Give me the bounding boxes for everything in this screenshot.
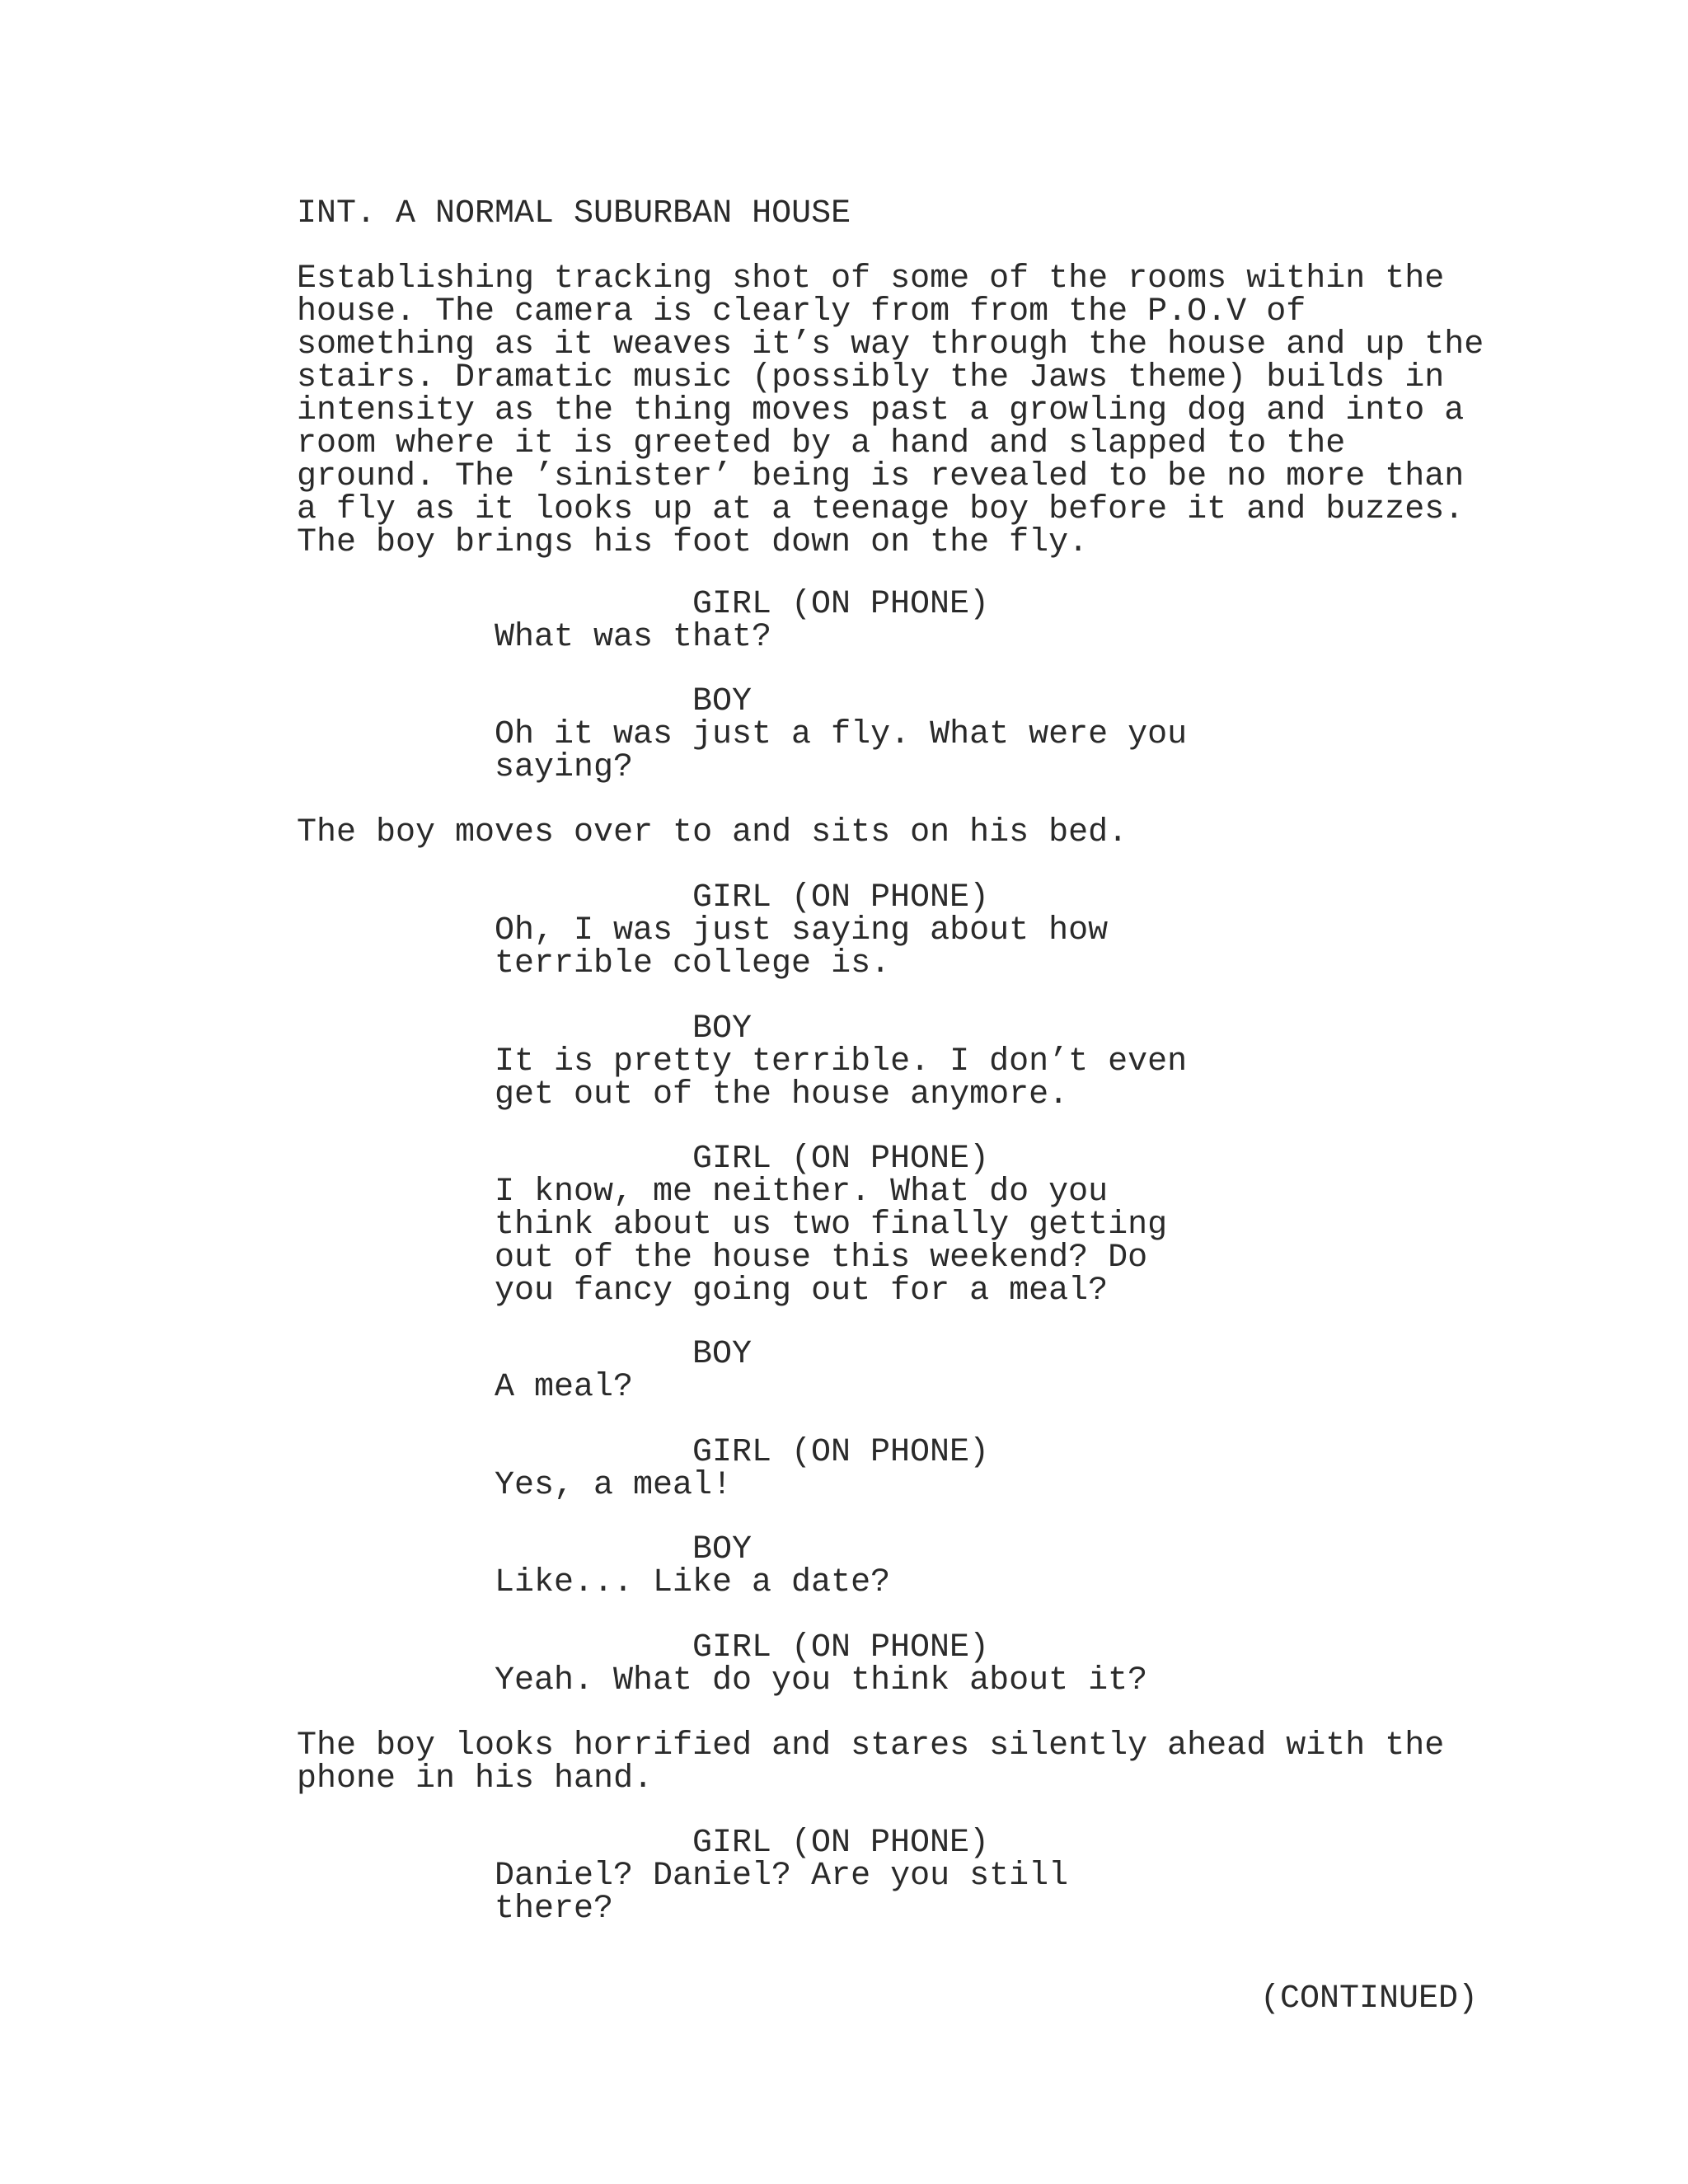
scene-heading: INT. A NORMAL SUBURBAN HOUSE bbox=[297, 195, 851, 232]
character-name: GIRL (ON PHONE) bbox=[692, 586, 990, 623]
continued-marker: (CONTINUED) bbox=[1259, 1980, 1478, 2018]
dialogue-line: What was that? bbox=[495, 619, 772, 656]
dialogue-line: It is pretty terrible. I don’t even get out of the house anymore. bbox=[495, 1043, 1188, 1113]
character-name: GIRL (ON PHONE) bbox=[692, 1141, 990, 1178]
dialogue-line: Oh, I was just saying about how terrible college is. bbox=[495, 912, 1109, 982]
character-name: GIRL (ON PHONE) bbox=[692, 1825, 990, 1862]
dialogue-line: I know, me neither. What do you think about us two finally getting out of the house this weekend? Do you fancy going out for a meal? bbox=[495, 1174, 1168, 1310]
character-name: BOY bbox=[692, 1010, 753, 1047]
dialogue-line: Yes, a meal! bbox=[495, 1467, 733, 1504]
character-name: GIRL (ON PHONE) bbox=[692, 879, 990, 916]
action-paragraph: The boy looks horrified and stares silently ahead with the phone in his hand. bbox=[297, 1727, 1445, 1797]
character-name: GIRL (ON PHONE) bbox=[692, 1629, 990, 1666]
character-name: BOY bbox=[692, 1531, 753, 1568]
action-paragraph: The boy moves over to and sits on his bed. bbox=[297, 814, 1128, 851]
dialogue-line: A meal? bbox=[495, 1369, 634, 1406]
character-name: BOY bbox=[692, 683, 753, 720]
action-paragraph: Establishing tracking shot of some of the rooms within the house. The camera is clearly from from the P.O.V of something as it weaves it’s way through the house and up the stairs. Dramatic music (possibly the Jaws theme) builds in intensity as the thing moves past a growling dog and into a room where it is greeted by a hand and slapped to the ground. The ’sinister’ being is revealed to be no more than a fly as it looks up at a teenage boy before it and buzzes. The boy brings his foot down on the fly. bbox=[297, 260, 1484, 561]
dialogue-line: Oh it was just a fly. What were you saying? bbox=[495, 716, 1188, 786]
dialogue-line: Like... Like a date? bbox=[495, 1564, 891, 1601]
character-name: BOY bbox=[692, 1336, 753, 1373]
character-name: GIRL (ON PHONE) bbox=[692, 1434, 990, 1471]
dialogue-line: Daniel? Daniel? Are you still there? bbox=[495, 1858, 1069, 1928]
dialogue-line: Yeah. What do you think about it? bbox=[495, 1662, 1148, 1699]
